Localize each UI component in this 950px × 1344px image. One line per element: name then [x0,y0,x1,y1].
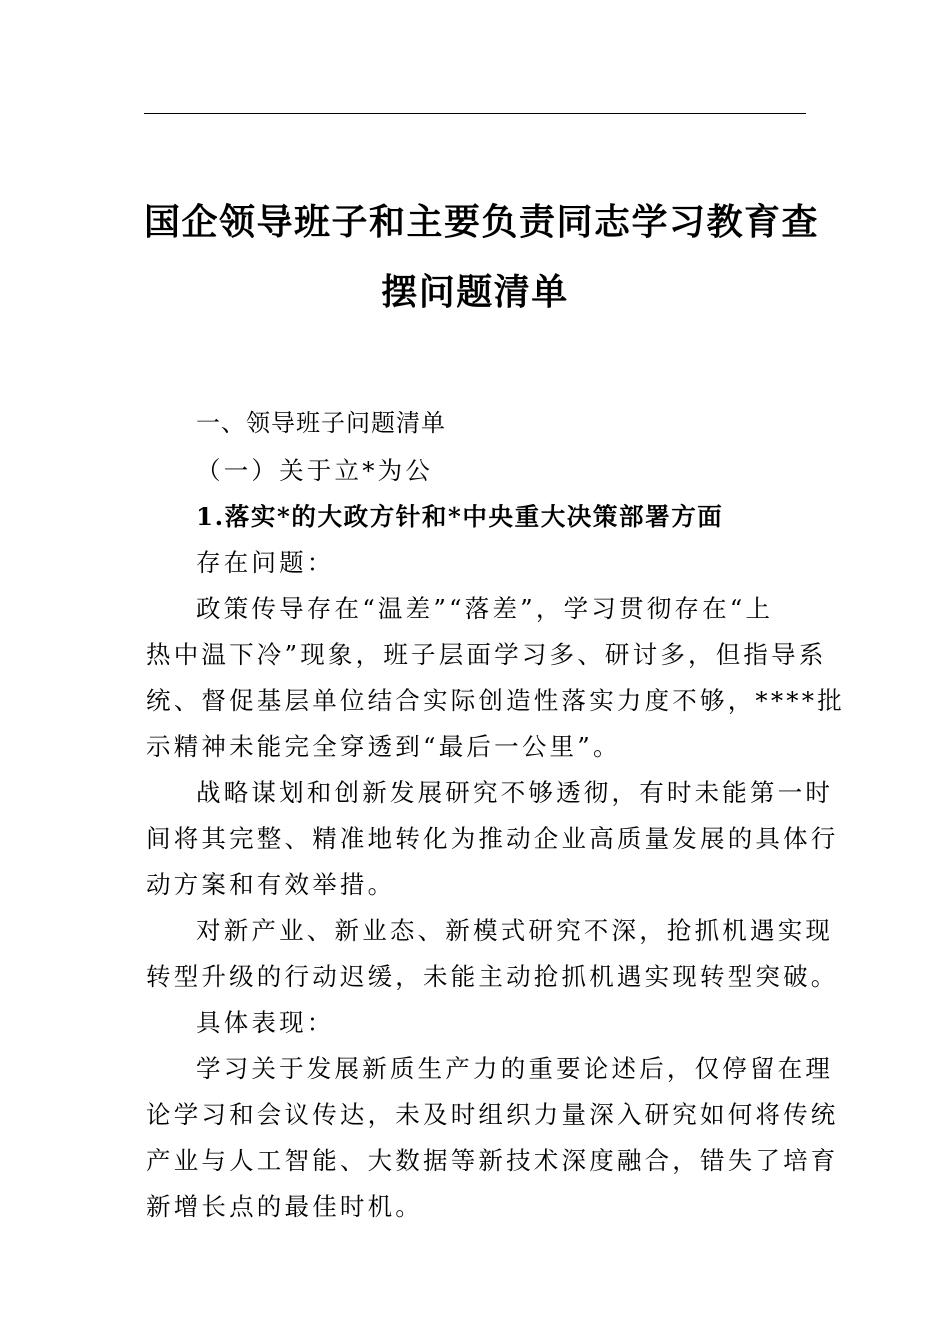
section-heading: 一、领导班子问题清单 [196,409,446,437]
paragraph-line: 学习关于发展新质生产力的重要论述后，仅停留在理 [196,1054,834,1083]
paragraph-line: 论学习和会议传达，未及时组织力量深入研究如何将传统 [146,1100,839,1129]
paragraph-line: 战略谋划和创新发展研究不够透彻，有时未能第一时 [196,778,834,807]
paragraph-line: 对新产业、新业态、新模式研究不深，抢抓机遇实现 [196,916,834,945]
header-rule [144,113,806,114]
subsection-heading: （一）关于立*为公 [196,456,434,485]
paragraph-3 [146,908,839,1000]
paragraph-line: 示精神未能完全穿透到“最后一公里”。 [146,732,621,761]
paragraph-line: 热中温下冷”现象，班子层面学习多、研讨多，但指导系 [146,640,827,669]
paragraph-line: 统、督促基层单位结合实际创造性落实力度不够，****批 [146,686,845,715]
document-title-line-2: 摆问题清单 [381,271,569,313]
paragraph-4 [146,1046,839,1230]
details-label: 具体表现： [196,1008,335,1037]
paragraph-2 [146,770,839,908]
document-body [146,400,845,1230]
item-heading: 1.落实*的大政方针和*中央重大决策部署方面 [196,502,724,531]
paragraph-line: 产业与人工智能、大数据等新技术深度融合，错失了培育 [146,1146,839,1175]
document-title-line-1: 国企领导班子和主要负责同志学习教育查 [144,201,820,243]
paragraph-1 [146,586,845,770]
paragraph-line: 动方案和有效举措。 [146,870,396,899]
paragraph-line: 政策传导存在“温差”“落差”，学习贯彻存在“上 [196,594,774,623]
problems-label: 存在问题： [196,548,335,577]
paragraph-line: 间将其完整、精准地转化为推动企业高质量发展的具体行 [146,824,839,853]
paragraph-line: 转型升级的行动迟缓，未能主动抢抓机遇实现转型突破。 [146,962,839,991]
paragraph-line: 新增长点的最佳时机。 [146,1192,423,1221]
